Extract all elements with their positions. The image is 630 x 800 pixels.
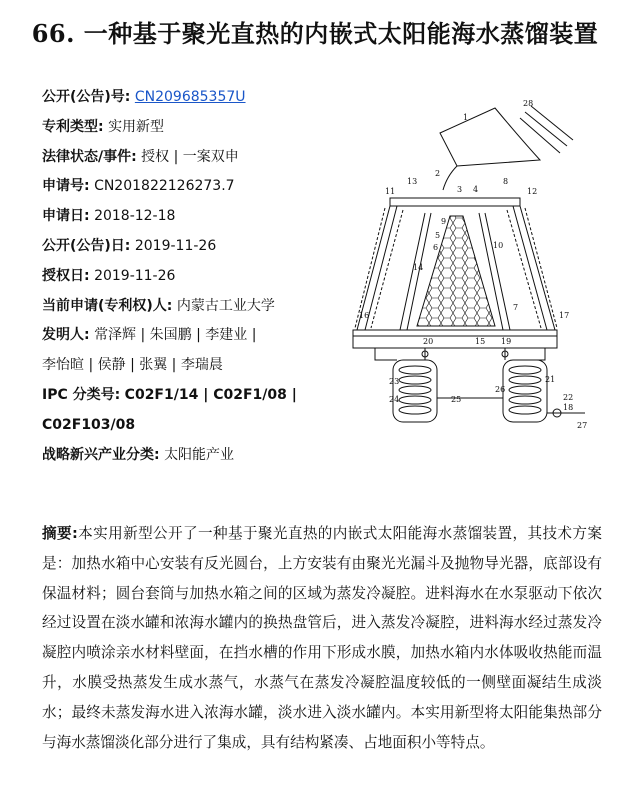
part-number-label: 5 bbox=[435, 231, 441, 240]
part-number-label: 24 bbox=[389, 395, 400, 404]
field-label: 法律状态/事件: bbox=[42, 148, 137, 165]
part-number-label: 12 bbox=[527, 187, 538, 196]
field-value: 实用新型 bbox=[108, 118, 165, 135]
abstract-line: 进料海水在水泵驱动下依次经过设置在淡水罐和浓海水罐内的换热盘管后，进 bbox=[42, 584, 602, 632]
abstract-line: 部分进行了集成，具有结构紧凑、占地面积小等特点。 bbox=[144, 733, 495, 751]
field-pub-no bbox=[42, 83, 362, 113]
field-label: 公开(公告)日: bbox=[42, 237, 131, 254]
part-number-label: 21 bbox=[545, 375, 556, 384]
patent-drawing bbox=[345, 98, 595, 438]
field-status bbox=[42, 143, 362, 173]
patent-fields bbox=[42, 83, 362, 470]
part-number-label: 7 bbox=[513, 303, 519, 312]
field-label: 申请日: bbox=[42, 208, 90, 225]
heat-exchange-coil bbox=[399, 366, 431, 414]
distillation-device-drawing bbox=[345, 98, 595, 438]
field-label: 发明人: bbox=[42, 327, 90, 344]
field-grant-date bbox=[42, 262, 362, 292]
part-number-label: 4 bbox=[473, 185, 479, 194]
field-value: 太阳能产业 bbox=[164, 446, 235, 463]
field-ipc-cont bbox=[42, 411, 362, 441]
field-inventors-cont bbox=[42, 351, 362, 381]
part-number-label: 19 bbox=[501, 337, 512, 346]
field-inventors bbox=[42, 321, 362, 351]
field-value: CN201822126273.7 bbox=[94, 178, 235, 195]
field-value: 2019-11-26 bbox=[94, 267, 176, 284]
field-label: 战略新兴产业分类: bbox=[42, 446, 160, 463]
pipe bbox=[375, 348, 397, 360]
field-value: 2018-12-18 bbox=[94, 208, 176, 225]
field-value: 李怡暄 | 侯静 | 张翼 | 李瑞晨 bbox=[42, 357, 223, 374]
field-applicant bbox=[42, 292, 362, 322]
part-number-label: 10 bbox=[493, 241, 504, 250]
field-value: 授权 | 一案双申 bbox=[141, 148, 239, 165]
abstract-line: 导光器，底部设有保温材料；圆台套筒与加热水箱之间的区域为蒸发冷凝腔。 bbox=[42, 554, 602, 602]
part-number-label: 28 bbox=[523, 99, 534, 108]
top-collector bbox=[390, 198, 520, 206]
part-number-label: 20 bbox=[423, 337, 434, 346]
field-label: IPC 分类号: bbox=[42, 386, 121, 403]
page-title: 66. 一种基于聚光直热的内嵌式太阳能海水蒸馏装置 bbox=[31, 19, 599, 48]
abstract-line: 用下形成水膜，加热水箱内水体吸收热能而温升，水膜受热蒸发生成水蒸气， bbox=[42, 644, 602, 691]
field-value: 2019-11-26 bbox=[134, 237, 217, 254]
field-value: 内蒙古工业大学 bbox=[176, 297, 275, 314]
part-number-label: 13 bbox=[407, 177, 418, 186]
insulation-base bbox=[353, 336, 557, 348]
part-number-label: 16 bbox=[359, 311, 370, 320]
field-app-no bbox=[42, 172, 362, 202]
part-number-label: 17 bbox=[559, 311, 570, 320]
pipe bbox=[530, 348, 545, 360]
field-label: 申请号: bbox=[42, 178, 90, 195]
abstract-line: 技术方案是：加热水箱中心安装有反光圆台，上方安装有由聚光光漏斗及抛物 bbox=[42, 525, 602, 572]
field-value: C02F1/14 | C02F1/08 | bbox=[124, 386, 297, 403]
field-value: C02F103/08 bbox=[42, 416, 136, 433]
part-number-label: 25 bbox=[451, 395, 462, 404]
field-ipc bbox=[42, 381, 362, 411]
part-number-label: 27 bbox=[577, 421, 588, 430]
abstract-line: 本实用新型公开了一种基于聚光直热的内嵌式太阳能海水蒸馏装置，其 bbox=[77, 525, 543, 542]
field-label: 公开(公告)号: bbox=[42, 89, 131, 105]
field-label: 专利类型: bbox=[42, 118, 104, 135]
field-type bbox=[42, 113, 362, 143]
part-number-label: 18 bbox=[563, 403, 574, 412]
part-number-label: 23 bbox=[389, 377, 400, 386]
part-number-label: 1 bbox=[463, 113, 469, 122]
pub-no-link[interactable]: CN209685357U bbox=[134, 89, 246, 105]
part-number-label: 6 bbox=[433, 243, 439, 252]
abstract bbox=[42, 519, 602, 757]
light-guide bbox=[443, 166, 457, 190]
field-industry bbox=[42, 441, 362, 471]
field-value: 常泽辉 | 朱国鹏 | 李建业 | bbox=[94, 327, 257, 344]
field-pub-date bbox=[42, 232, 362, 262]
field-label: 授权日: bbox=[42, 267, 90, 284]
concentrator-funnel bbox=[440, 108, 540, 166]
part-number-label: 26 bbox=[495, 385, 506, 394]
part-number-label: 14 bbox=[413, 263, 424, 272]
heat-exchange-coil bbox=[509, 366, 541, 414]
part-number-label: 2 bbox=[435, 169, 441, 178]
abstract-line: 水蒸气在蒸发冷凝腔温度较低的一侧壁面凝结生成淡水；最终未蒸发海水进入 bbox=[42, 673, 602, 721]
sun-ray bbox=[531, 106, 573, 140]
base-plate bbox=[353, 330, 557, 336]
abstract-line: 浓海水罐，淡水进入淡水罐内。本实用新型将太阳能集热部分与海水蒸馏淡化 bbox=[42, 703, 602, 751]
part-number-label: 9 bbox=[441, 217, 447, 226]
part-number-label: 3 bbox=[457, 185, 463, 194]
part-number-label: 11 bbox=[385, 187, 396, 196]
field-app-date bbox=[42, 202, 362, 232]
abstract-label: 摘要: bbox=[42, 525, 78, 542]
part-number-label: 15 bbox=[475, 337, 486, 346]
part-number-label: 22 bbox=[563, 393, 574, 402]
abstract-line: 入蒸发冷凝腔，进料海水经过蒸发冷凝腔内喷涂亲水材料壁面，在挡水槽的作 bbox=[42, 614, 602, 662]
part-number-label: 8 bbox=[503, 177, 509, 186]
field-label: 当前申请(专利权)人: bbox=[42, 297, 173, 314]
